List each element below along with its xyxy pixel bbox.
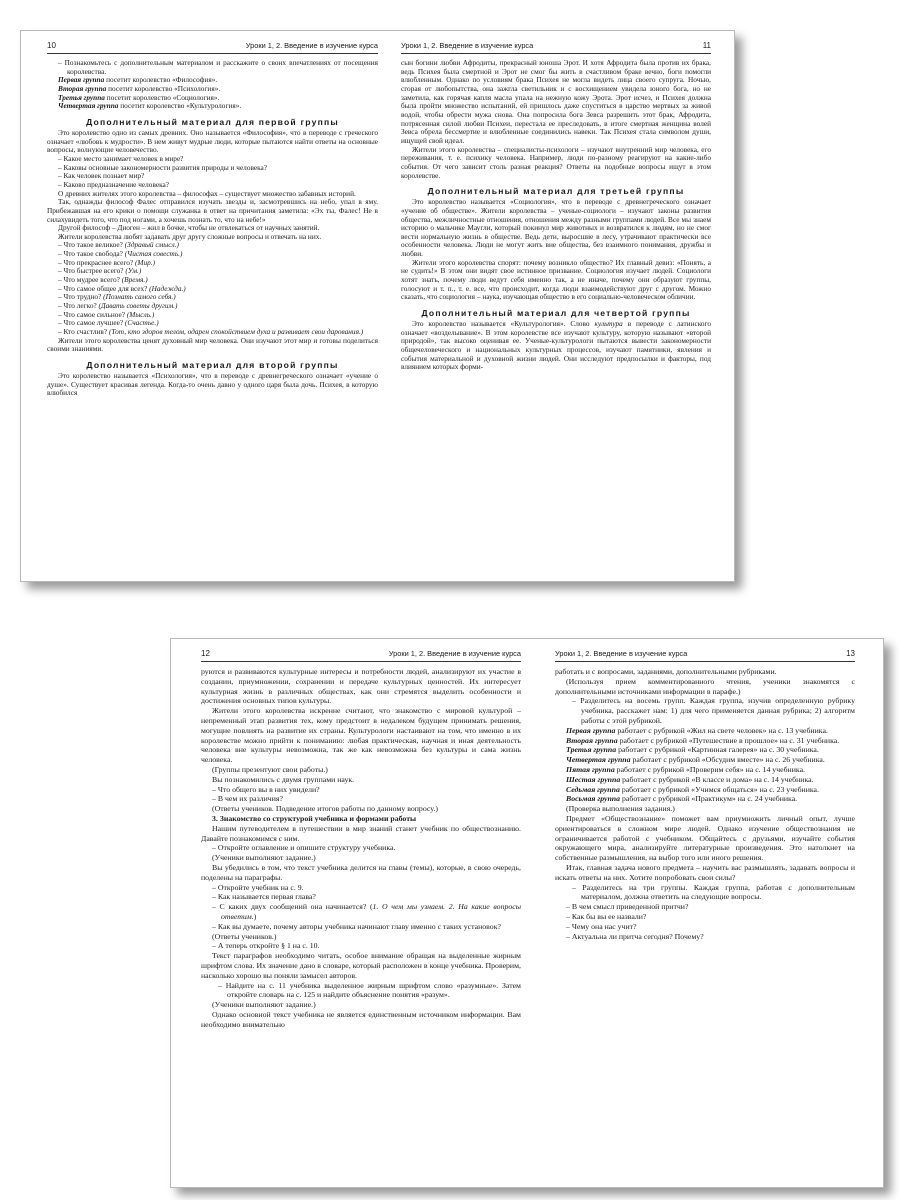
paragraph: Так, однажды философ Фалес отправился изучать звезды и, засмотревшись на небо, упал в яму. Прибежавшая на его крики о помощи служанка в ответ на причитания заметила: «Эх ты, Фалес! Не в силахувидеть того, что под ногами, а хочешь познать то, что на небе!»	[47, 197, 378, 224]
group-text: работает с рубрикой «Картинная галерея» на с. 30 учебника.	[616, 745, 819, 755]
paragraph: Итак, главная задача нового предмета – научить вас размышлять, задавать вопросы и искать ответы на них. Хотите попробовать свои силы?	[555, 862, 855, 882]
paragraph: Жители королевства любят задавать друг другу сложные вопросы и отвечать на них.	[58, 231, 322, 241]
section-heading: Дополнительный материал для третьей группы	[427, 186, 685, 197]
qa-answer: (Счастье.)	[124, 318, 159, 328]
page-number: 11	[702, 41, 711, 50]
paragraph: (Проверка выполнения задания.)	[566, 804, 675, 814]
group-assignment	[555, 794, 855, 804]
group-text: работает с рубрикой «Обсудим вместе» на с. 26 учебника.	[630, 755, 825, 765]
question: – А теперь откройте § 1 на с. 10.	[212, 941, 320, 951]
question: – Что общего вы в них увидели?	[212, 784, 320, 794]
question: – Как человек познает мир?	[58, 171, 145, 181]
book-spread-pages-10-11	[20, 30, 735, 582]
group-name: Шестая группа	[566, 774, 621, 784]
question: – Найдите на с. 11 учебника выделенное жирным шрифтом слово «разумные». Затем откройте словарь на с. 125 и найдите объяснение понятия «разум».	[218, 980, 521, 1000]
qa-answer: (Ум.)	[125, 266, 142, 276]
group-name: Восьмая группа	[566, 794, 621, 804]
group-assignment	[555, 785, 855, 795]
section-heading: Дополнительный материал для четвертой группы	[421, 308, 691, 319]
running-head	[47, 40, 378, 54]
qa-question: – Что быстрее всего?	[58, 266, 126, 276]
qa-question: – Что прекраснее всего?	[58, 257, 135, 267]
qa-answer: (Время.)	[121, 275, 148, 285]
running-head	[201, 648, 521, 662]
question: – Как вы думаете, почему авторы учебника начинают главу именно с таких установок?	[212, 921, 501, 931]
italic-term: культура	[594, 319, 623, 329]
group-text: работает с рубрикой «Учимся общаться» на с. 23 учебника.	[619, 784, 819, 794]
running-title: Уроки 1, 2. Введение в изучение курса	[388, 649, 521, 658]
group-text: посетит королевство «Философия».	[104, 75, 218, 85]
paragraph: (Ученики выполняют задание.)	[212, 853, 316, 863]
page-number: 13	[846, 649, 855, 658]
qa-answer: (Здравый смысл.)	[124, 240, 179, 250]
paragraph: Нашим путеводителем в путешествии в мир знаний станет учебник по обществознанию. Давайте познакомимся с ним.	[201, 823, 521, 843]
group-name: Седьмая группа	[566, 784, 620, 794]
qa-answer: (Познать самого себя.)	[103, 292, 176, 302]
question: – Каково предназначение человека?	[58, 179, 169, 189]
page-number: 12	[201, 649, 210, 658]
question: – Актуальна ли притча сегодня? Почему?	[566, 931, 704, 941]
paragraph: Вы познакомились с двумя группами наук.	[212, 774, 355, 784]
running-head	[401, 40, 711, 54]
qa-answer: (Мысль.)	[126, 309, 155, 319]
page-12	[201, 639, 521, 1187]
paragraph: Это королевство называется «Социология», что в переводе с древнегреческого означает «учение об обществе». Жители королевства – ученые-социологи – изучают законы развития общества, межличностные отношения, отношения между разными группами людей. Все мы знаем историю о мальчике Маугли, который покинул мир животных и возвратился к людям, но не смог вести нормальную жизнь в обществе. Ведь дети, выросшие в лесу, утрачивают практически все особенности человека. Люди не могут жить вне общества, без взаимного понимания, дружбы и любви.	[401, 197, 711, 259]
book-spread-pages-12-13	[170, 638, 884, 1188]
question: – Чему она нас учит?	[566, 921, 637, 931]
paragraph: Другой философ – Диоген – жил в бочке, чтобы не отвлекаться от научных занятий.	[58, 223, 320, 233]
qa-question: – Что легко?	[58, 301, 99, 311]
paragraph: (Группы презентуют свои работы.)	[212, 764, 328, 774]
page-body	[47, 59, 378, 398]
page-11	[401, 31, 711, 581]
paragraph: О древних жителях этого королевства – философах – существует множество забавных историй.	[58, 188, 356, 198]
group-assignment	[555, 765, 855, 775]
section-heading: Дополнительный материал для первой группы	[86, 116, 339, 127]
group-name: Третья группа	[58, 92, 105, 102]
paragraph: Однако основной текст учебника не является единственным источником информации. Вам необходимо внимательно	[201, 1009, 521, 1029]
question: – Разделитесь на восемь групп. Каждая группа, изучив определенную рубрику учебника, расскажет нам: 1) для чего применяется данная рубрика; 2) алгоритм работы с этой рубрикой.	[572, 696, 855, 725]
page-13	[555, 639, 855, 1187]
paragraph: – Познакомьтесь с дополнительным материалом и расскажите о своих впечатлениях от посещения королевства.	[58, 58, 378, 76]
paragraph: Предмет «Обществознание» поможет вам приумножить личный опыт, лучше ориентироваться в сложном мире людей. Однако изучение обществознания не ограничивается работой с учебником. Общайтесь с друзьями, изучайте события окружающего мира, анализируйте литературные произведения. Это натолкнет на собственные размышления, на выбор того или иного решения.	[555, 813, 855, 863]
group-name: Первая группа	[58, 75, 105, 85]
paragraph: (Используя прием комментированного чтения, ученики знакомятся с дополнительными источниками информации в парафе.)	[555, 676, 855, 696]
qa-question: – Что самое общее для всех?	[58, 283, 150, 293]
group-text: работает с рубрикой «В классе и дома» на с. 14 учебника.	[620, 774, 814, 784]
question: – В чем смысл приведенной притчи?	[566, 902, 689, 912]
running-head	[555, 648, 855, 662]
question: – Как бы вы ее назвали?	[566, 911, 647, 921]
group-name: Третья группа	[566, 745, 617, 755]
paragraph: Жители этого королевства – специалисты-психологи – изучают внутренний мир человека, его переживания, т. е. психику человека. Например, люди по-разному реагируют на какие-либо события. От чего зависит столь разная реакция? Ответы на подобные вопросы ищут в этом королевстве.	[401, 144, 711, 180]
paragraph: руются и развиваются культурные интересы и потребности людей, анализируют их участие в создании, приумножении, сохранении и передаче культурных ценностей. Их интересует культурная жизнь в различных обществах, как они стремятся выделить особенности и достижения основных типов культуры.	[201, 667, 521, 706]
qa-question: – Что самое лучшее?	[58, 318, 125, 328]
group-text: работает с рубрикой «Проверим себя» на с. 14 учебника.	[614, 764, 805, 774]
text-run: в переводе с латинского означает «возделывание». В этом королевстве все изучают культуру, которую называют «второй природой», так высоко оценивая ее. Ученые-культурологи пытаются вывести закономерности общечеловеческого и национальных культурных процессов, изучают памятники, явления и события материальной и духовной жизни людей. Они исследуют предпосылки и факторы, под влиянием которых форми-	[401, 319, 711, 372]
qa-question: – Кто счастлив?	[58, 327, 109, 337]
paragraph: Жители этого королевства ценят духовный мир человека. Они изучают этот мир и готовы поделиться своими знаниями.	[47, 335, 378, 354]
paragraph: (Ответы учеников. Подведение итогов работы по данному вопросу.)	[212, 804, 438, 814]
text-run: – С каких двух сообщений она начинается? (	[212, 902, 373, 912]
qa-question: – Что такое великое?	[58, 240, 125, 250]
paragraph: (Ученики выполняют задание.)	[212, 1000, 316, 1010]
paragraph	[401, 320, 711, 372]
question: – В чем их различия?	[212, 794, 283, 804]
question	[201, 902, 521, 922]
group-name: Первая группа	[566, 725, 616, 735]
paragraph: Жители этого королевства спорят: почему возникло общество? Их главный девиз: «Понять, а не судить!» В этом они видят свое истинное призвание. Социология изучает людей. Социологи хотят знать, почему люди ведут себя именно так, а не иначе, почему они образуют группы, голосуют и т. п., т. е. все, что происходит, когда люди взаимодействуют друг с другом. Можно сказать, что социология – наука, изучающая общество в его социально-человеческом обличии.	[401, 257, 711, 302]
group-assignment	[555, 726, 855, 736]
paragraph: Это королевство называется «Психология», что в переводе с древнегреческого означает «учение о душе». Существует красивая легенда. Когда-то очень давно у одного царя была дочь. Психея, в которую влюбился	[47, 371, 378, 398]
group-assignment	[555, 736, 855, 746]
group-text: работает с рубрикой «Жил на свете человек» на с. 13 учебника.	[615, 725, 828, 735]
qa-answer: (Тот, кто здоров телом, одарен спокойствием духа и развивает свои дарования.)	[108, 327, 364, 337]
text-run: Это королевство называется «Культурология». Слово	[412, 319, 595, 329]
paragraph: сын богини любви Афродиты, прекрасный юноша Эрот. И хотя Афродита была против их брака, ведь Психея была смертной и Эрот не смог бы жить в счастливом браке вечно, боги помогли влюбленным. Однако по условиям брака Психея не могла видеть лица своего супруга. Ночью, сгорая от любопытства, она зажгла светильник и с восхищением увидела юного бога, но не заметила, как горячая капля масла упала на нежную кожу Эрота. Эрот исчез, и Психея должна была пройти множество испытаний, ей пришлось даже спуститься в царство мертвых за живой водой, чтобы обрести мужа снова. Она попросила бога Зевса разрешить этот брак, Афродита, потрясенная силой любви Психеи, перестала ее преследовать, в итоге смертная женщина волей Зевса обрела бессмертие и влюбленные соединились навеки. Так Психея стала символом души, ищущей свой идеал.	[401, 58, 711, 145]
group-name: Вторая группа	[566, 735, 618, 745]
running-title: Уроки 1, 2. Введение в изучение курса	[245, 41, 378, 50]
page-body	[201, 667, 521, 1029]
paragraph: (Ответы учеников.)	[212, 931, 277, 941]
group-text: работает с рубрикой «Путешествие в прошлое» на с. 31 учебника.	[617, 735, 840, 745]
running-title: Уроки 1, 2. Введение в изучение курса	[401, 41, 534, 50]
group-text: посетит королевство «Социология».	[104, 92, 220, 102]
section-title: 3. Знакомство со структурой учебника и формами работы	[212, 813, 417, 823]
section-heading: Дополнительный материал для второй группы	[86, 360, 339, 370]
paragraph: Текст параграфов необходимо читать, особое внимание обращая на выделенные жирным шрифтом слова. Их значение дано в словаре, который расположен в конце учебника. Проверим, насколько хорошо вы поняли замысел авторов.	[201, 951, 521, 980]
group-assignment	[555, 755, 855, 765]
group-text: посетит королевство «Культурология».	[118, 101, 242, 111]
paragraph: Вы убедились в том, что текст учебника делится на главы (темы), которые, в свою очередь, поделены на параграфы.	[201, 862, 521, 882]
qa-answer: (Мир.)	[134, 257, 156, 267]
page-body	[555, 667, 855, 941]
paragraph: Это королевство одно из самых древних. Оно называется «Философия», что в переводе с греческого означает «любовь к мудрости». В нем живут мудрые люди, которые пытаются найти ответы на основные вопросы, волнующие человечество.	[47, 127, 378, 155]
page-number: 10	[47, 41, 56, 50]
question: – Как называется первая глава?	[212, 892, 316, 902]
running-title: Уроки 1, 2. Введение в изучение курса	[555, 649, 688, 658]
qa-answer: (Давать советы другим.)	[98, 301, 178, 311]
page-10	[47, 31, 378, 581]
question: – Откройте учебник на с. 9.	[212, 882, 304, 892]
question: – Разделитесь на три группы. Каждая группа, работая с дополнительным материалом, должна ответить на следующие вопросы.	[572, 882, 855, 902]
group-name: Пятая группа	[566, 764, 615, 774]
text-run: )	[253, 911, 257, 921]
qa-question: – Что трудно?	[58, 292, 104, 302]
qa-answer: (Надежда.)	[149, 283, 186, 293]
paragraph: работать и с вопросами, заданиями, дополнительными рубриками.	[555, 667, 777, 676]
group-assignment	[555, 775, 855, 785]
group-name: Четвертая группа	[566, 755, 631, 765]
qa-question: – Что такое свобода?	[58, 249, 125, 259]
group-text: работает с рубрикой «Практикум» на с. 24 учебника.	[620, 794, 798, 804]
question: – Откройте оглавление и опишите структуру учебника.	[212, 843, 396, 853]
paragraph: Жители этого королевства искренне считают, что знакомство с мировой культурой – непременный этап развития тех, кому предстоит в недалеком будущем принимать решения, могущие повлиять на развитие их страны. Культурологи настаивают на том, что именно в их королевстве можно прийти к пониманию: любая практическая, научная и иная деятельность человека вне культуры невозможна, так же как невозможна без культуры и сама жизнь человека.	[201, 706, 521, 765]
question: – Каковы основные закономерности развития природы и человека?	[58, 162, 268, 172]
italic-answer: 1. О чем мы узнаем. 2. На какие вопросы ответим.	[221, 902, 521, 921]
group-name: Четвертая группа	[58, 101, 119, 111]
group-assignment	[555, 745, 855, 755]
qa-answer: (Чистая совесть.)	[124, 249, 183, 259]
group-assignment	[47, 102, 378, 111]
qa-question: – Что самое сильное?	[58, 309, 127, 319]
page-body	[401, 59, 711, 372]
group-text: посетит королевство «Психология».	[106, 83, 221, 93]
group-name: Вторая группа	[58, 83, 107, 93]
question: – Какое место занимает человек в мире?	[58, 153, 184, 163]
qa-question: – Что мудрее всего?	[58, 275, 122, 285]
